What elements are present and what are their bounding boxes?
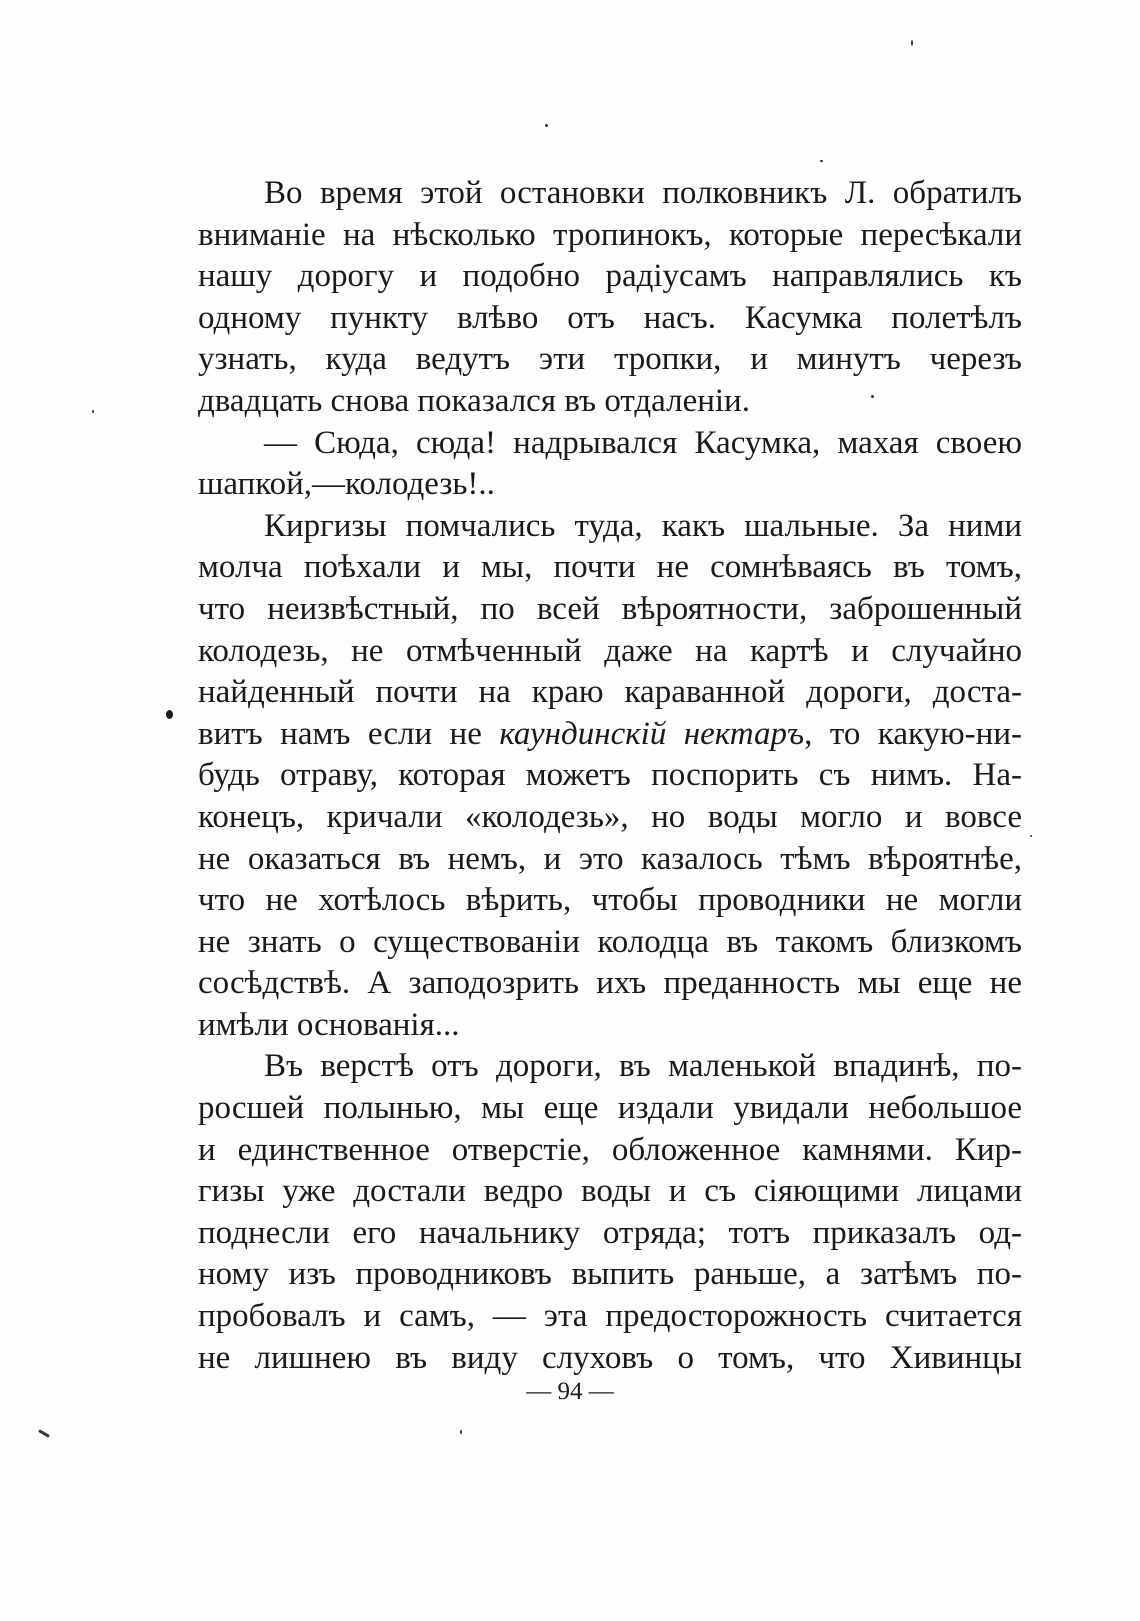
text-line: найденный почти на краю караванной дороги, доста- (198, 674, 1022, 711)
page-body-text (198, 173, 1022, 1379)
text-line: — Сюда, сюда! надрывался Касумка, махая своею (264, 424, 1022, 461)
text-line: не оказаться въ немъ, и это казалось тѣмъ вѣроятнѣе, (198, 840, 1022, 877)
text-line: сосѣдствѣ. А заподозрить ихъ преданность мы еще не (198, 965, 1022, 1002)
scan-speck (38, 1429, 50, 1438)
text-line: узнать, куда ведутъ эти тропки, и минутъ черезъ (198, 341, 1022, 378)
text-line: росшей полынью, мы еще издали увидали небольшое (198, 1090, 1022, 1127)
text-segment: , то какую-ни- (804, 715, 1022, 752)
text-line: колодезь, не отмѣченный даже на картѣ и случайно (198, 632, 1022, 669)
page-number: — 94 — (526, 1378, 614, 1405)
scan-speck (871, 395, 874, 398)
text-line: Въ верстѣ отъ дороги, въ маленькой впадинѣ, по- (264, 1048, 1022, 1085)
margin-ink-mark (166, 710, 173, 719)
text-line: гизы уже достали ведро воды и съ сіяющими лицами (198, 1173, 1022, 1210)
text-line: нашу дорогу и подобно радіусамъ направлялись къ (198, 258, 1022, 295)
text-line: что неизвѣстный, по всей вѣроятности, заброшенный (198, 590, 1022, 627)
text-line: ному изъ проводниковъ выпить раньше, а затѣмъ по- (198, 1256, 1022, 1293)
text-line: Киргизы помчались туда, какъ шальные. За ними (264, 507, 1022, 544)
text-line: поднесли его начальнику отряда; тотъ приказалъ од- (198, 1214, 1022, 1251)
text-line: будь отраву, которая можетъ поспорить съ нимъ. На- (198, 757, 1022, 794)
scan-speck (1030, 835, 1032, 837)
text-line: не знать о существованіи колодца въ такомъ близкомъ (198, 923, 1022, 960)
text-line: что не хотѣлось вѣрить, чтобы проводники не могли (198, 882, 1022, 919)
text-line: Во время этой остановки полковникъ Л. обратилъ (264, 175, 1022, 211)
scan-speck (911, 40, 913, 46)
scan-speck (460, 1430, 462, 1434)
text-line: двадцать снова показался въ отдаленіи. (198, 382, 750, 419)
text-line: не лишнею въ виду слуховъ о томъ, что Хивинцы (198, 1339, 1022, 1376)
text-line: и единственное отверстіе, обложенное камнями. Кир- (198, 1131, 1022, 1168)
text-line: шапкой,—колодезь!.. (198, 466, 495, 503)
text-line: молча поѣхали и мы, почти не сомнѣваясь въ томъ, (198, 549, 1022, 586)
scan-speck (820, 160, 823, 162)
text-segment: витъ намъ если не (198, 715, 500, 752)
text-line: вниманіе на нѣсколько тропинокъ, которые пересѣкали (198, 216, 1022, 253)
text-line: пробовалъ и самъ, — эта предосторожность считается (198, 1298, 1022, 1335)
text-line: одному пункту влѣво отъ насъ. Касумка полетѣлъ (198, 299, 1022, 336)
scan-speck (545, 124, 548, 127)
text-line-with-italic (198, 714, 1022, 756)
italic-phrase: каундинскій нектаръ (499, 715, 805, 752)
text-line: имѣли основанія... (198, 1006, 460, 1043)
scan-speck (92, 410, 94, 413)
text-line: конецъ, кричали «колодезь», но воды могло и вовсе (198, 798, 1022, 835)
